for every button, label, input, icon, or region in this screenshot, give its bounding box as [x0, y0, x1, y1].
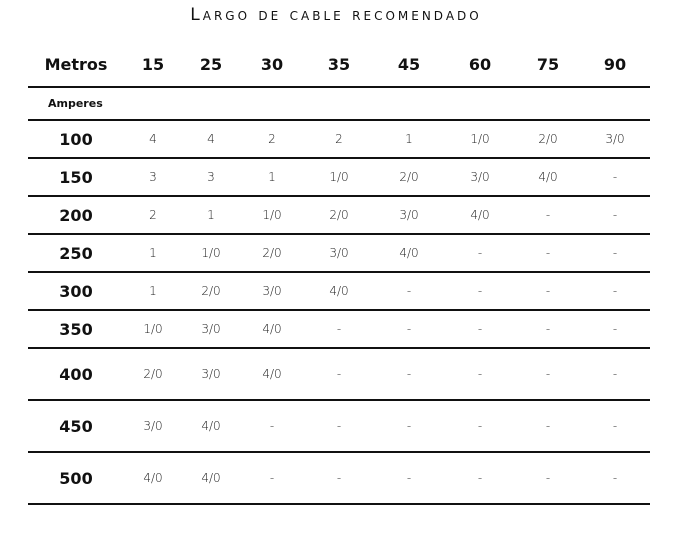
- value-cell: 3/0: [201, 367, 221, 381]
- value-cell: -: [545, 284, 551, 298]
- value-cell: -: [477, 471, 483, 485]
- amp-cell: 400: [59, 364, 93, 384]
- column-header: 90: [603, 54, 627, 74]
- value-cell: 3/0: [201, 322, 221, 336]
- value-cell: 4/0: [399, 246, 419, 260]
- value-cell: -: [545, 471, 551, 485]
- value-cell: -: [477, 419, 483, 433]
- header-row: [28, 42, 650, 87]
- value-cell: 3/0: [329, 246, 349, 260]
- value-cell: 2/0: [262, 246, 282, 260]
- value-cell: 2: [149, 208, 157, 222]
- value-cell: -: [545, 419, 551, 433]
- value-cell: -: [269, 471, 275, 485]
- page-title: Largo de cable recomendado: [190, 5, 482, 25]
- value-cell: 2/0: [143, 367, 163, 381]
- value-cell: 1/0: [329, 170, 349, 184]
- value-cell: 4/0: [201, 471, 221, 485]
- value-cell: 1/0: [470, 132, 490, 146]
- value-cell: 1/0: [143, 322, 163, 336]
- column-header: 15: [141, 54, 165, 74]
- value-cell: -: [269, 419, 275, 433]
- amp-cell: 500: [59, 468, 93, 488]
- value-cell: -: [612, 284, 618, 298]
- value-cell: -: [612, 367, 618, 381]
- cable-table: [28, 42, 650, 505]
- value-cell: 4: [149, 132, 157, 146]
- value-cell: -: [545, 208, 551, 222]
- amp-cell: 350: [59, 319, 93, 339]
- value-cell: 4/0: [470, 208, 490, 222]
- value-cell: 4/0: [262, 367, 282, 381]
- column-header: 75: [536, 54, 560, 74]
- table-row: [28, 452, 650, 504]
- value-cell: 2/0: [329, 208, 349, 222]
- value-cell: -: [406, 284, 412, 298]
- subheader-row: [28, 87, 650, 120]
- value-cell: -: [612, 246, 618, 260]
- value-cell: 3/0: [262, 284, 282, 298]
- value-cell: 1/0: [262, 208, 282, 222]
- value-cell: -: [477, 284, 483, 298]
- header-label: Metros: [44, 54, 108, 74]
- value-cell: 2: [268, 132, 276, 146]
- value-cell: 2/0: [399, 170, 419, 184]
- value-cell: -: [477, 246, 483, 260]
- value-cell: 1: [149, 284, 157, 298]
- value-cell: 4/0: [143, 471, 163, 485]
- value-cell: 4/0: [201, 419, 221, 433]
- value-cell: -: [406, 322, 412, 336]
- amp-cell: 150: [59, 167, 93, 187]
- value-cell: -: [477, 322, 483, 336]
- value-cell: 3/0: [143, 419, 163, 433]
- value-cell: -: [406, 471, 412, 485]
- value-cell: 1: [207, 208, 215, 222]
- value-cell: -: [612, 322, 618, 336]
- table-row: [28, 196, 650, 234]
- value-cell: 4/0: [538, 170, 558, 184]
- amp-cell: 300: [59, 281, 93, 301]
- amp-cell: 250: [59, 243, 93, 263]
- table-row: [28, 272, 650, 310]
- column-header: 45: [397, 54, 421, 74]
- value-cell: -: [406, 367, 412, 381]
- value-cell: 3: [149, 170, 157, 184]
- table-row: [28, 400, 650, 452]
- table-row: [28, 120, 650, 158]
- value-cell: 3/0: [470, 170, 490, 184]
- value-cell: 3/0: [605, 132, 625, 146]
- table-row: [28, 348, 650, 400]
- value-cell: -: [336, 322, 342, 336]
- column-header: 35: [327, 54, 351, 74]
- value-cell: 4/0: [262, 322, 282, 336]
- value-cell: 2: [335, 132, 343, 146]
- column-header: 25: [199, 54, 223, 74]
- value-cell: 1: [149, 246, 157, 260]
- value-cell: -: [477, 367, 483, 381]
- value-cell: -: [545, 367, 551, 381]
- value-cell: 1: [268, 170, 276, 184]
- value-cell: -: [545, 322, 551, 336]
- table-row: [28, 234, 650, 272]
- value-cell: -: [612, 419, 618, 433]
- value-cell: 4/0: [329, 284, 349, 298]
- amp-cell: 200: [59, 205, 93, 225]
- table-row: [28, 310, 650, 348]
- value-cell: -: [545, 246, 551, 260]
- value-cell: 1: [405, 132, 413, 146]
- value-cell: -: [612, 471, 618, 485]
- value-cell: -: [336, 367, 342, 381]
- subheader-label: Amperes: [28, 87, 650, 120]
- value-cell: -: [612, 208, 618, 222]
- value-cell: 4: [207, 132, 215, 146]
- value-cell: -: [336, 419, 342, 433]
- table-row: [28, 158, 650, 196]
- value-cell: 2/0: [538, 132, 558, 146]
- amp-cell: 450: [59, 416, 93, 436]
- value-cell: -: [336, 471, 342, 485]
- value-cell: 2/0: [201, 284, 221, 298]
- value-cell: 3/0: [399, 208, 419, 222]
- value-cell: 1/0: [201, 246, 221, 260]
- amp-cell: 100: [59, 129, 93, 149]
- value-cell: -: [406, 419, 412, 433]
- value-cell: 3: [207, 170, 215, 184]
- column-header: 60: [468, 54, 492, 74]
- column-header: 30: [260, 54, 284, 74]
- value-cell: -: [612, 170, 618, 184]
